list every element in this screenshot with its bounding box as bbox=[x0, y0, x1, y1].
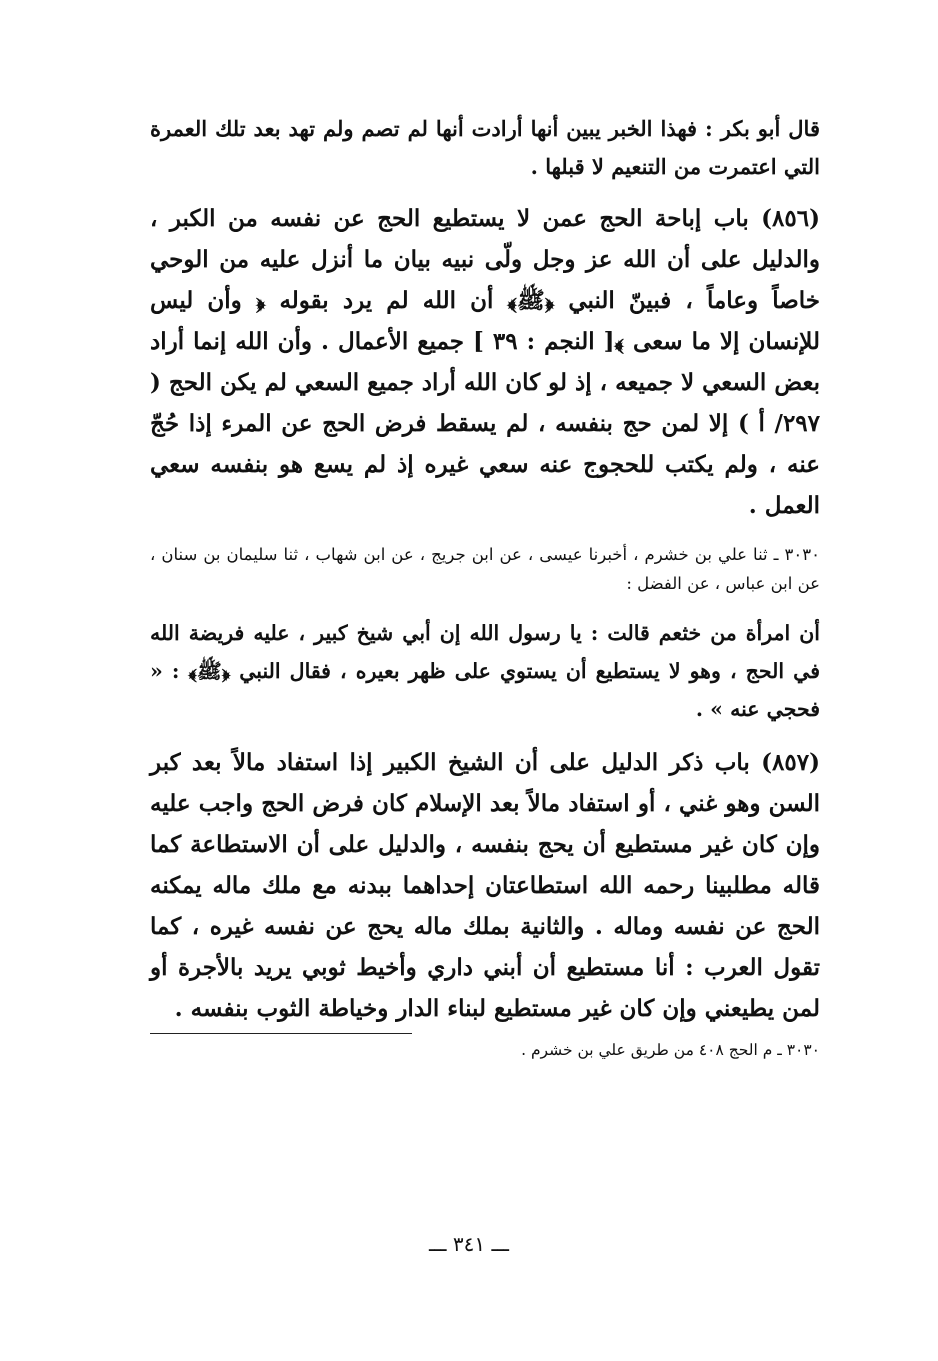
footnote: ٣٠٣٠ ـ م الحج ٤٠٨ من طريق علي بن خشرم . bbox=[521, 1041, 820, 1059]
intro-paragraph: قال أبو بكر : فهذا الخبر يبين أنها أرادت أنها لم تصم ولم تهد بعد تلك العمرة التي اعتمرت من التنعيم لا قبلها . bbox=[150, 116, 820, 179]
hadith-3030-isnad: ٣٠٣٠ ـ ثنا علي بن خشرم ، أخبرنا عيسى ، عن ابن جريج ، عن ابن شهاب ، ثنا سليمان بن سنان ، عن ابن عباس ، عن الفضل : bbox=[150, 545, 820, 593]
chapter-856-heading: (٨٥٦) باب إباحة الحج عمن لا يستطيع الحج عن نفسه من الكبر ، والدليل على أن الله عز وجل ولّى نبيه بيان ما أنزل عليه من الوحي خاصاً وعاماً ، فبينّ النبي ﴿ﷺ﴾ أن الله لم يرد بقوله ﴿ وأن ليس للإنسان إلا ما سعى ﴾[ النجم : ٣٩ ] جميع الأعمال . وأن الله إنما أراد بعض السعي لا جميعه ، إذ لو كان الله أراد جميع السعي لم يكن الحج ( ٢٩٧/ أ ) إلا لمن حج بنفسه ، لم يسقط فرض الحج عن المرء إذا حُجّ عنه ، ولم يكتب للحجوج عنه سعي غيره إذ لم يسع هو بنفسه سعي العمل . bbox=[149, 205, 820, 519]
hadith-3030-text: أن امرأة من خثعم قالت : يا رسول الله إن أبي شيخ كبير ، عليه فريضة الله في الحج ، وهو لا يستطيع أن يستوي على ظهر بعيره ، فقال النبي ﴿ﷺ﴾ : « فحجي عنه » . bbox=[150, 621, 820, 721]
page-number: ـــ ٣٤١ ـــ bbox=[428, 1232, 510, 1256]
chapter-857-heading: (٨٥٧) باب ذكر الدليل على أن الشيخ الكبير إذا استفاد مالاً بعد كبر السن وهو غني ، أو استفاد مالاً بعد الإسلام كان فرض الحج واجب عليه وإن كان غير مستطيع أن يحج بنفسه ، والدليل على أن الاستطاعة كما قاله مطلبينا رحمه الله استطاعتان إحداهما ببدنه مع ملك ماله يمكنه الحج عن نفسه وماله . والثانية بملك ماله يحج عن نفسه غيره ، كما تقول العرب : أنا مستطيع أن أبني داري وأخيط ثوبي يريد بالأجرة أو لمن يطيعني وإن كان غير مستطيع لبناء الدار وخياطة الثوب بنفسه . bbox=[150, 749, 820, 1022]
footnote-divider bbox=[150, 1033, 412, 1034]
page-body bbox=[150, 110, 820, 1064]
